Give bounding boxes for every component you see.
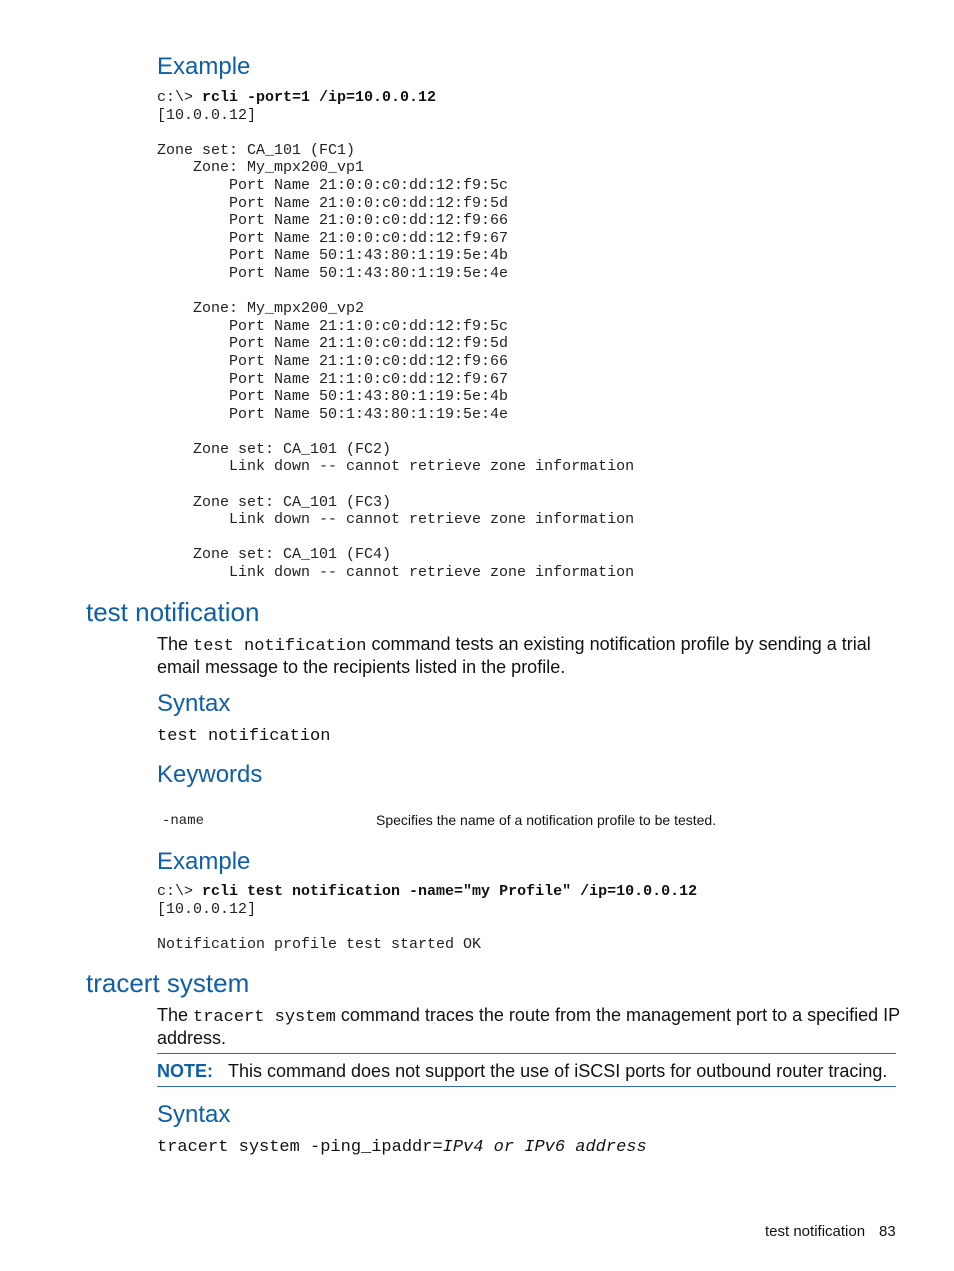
keyword-description: Specifies the name of a notification profile to be tested. [376,812,717,828]
syntax-command: tracert system -ping_ipaddr= [157,1138,443,1157]
example-code-block [157,89,634,582]
keywords-heading: Keywords [157,761,263,788]
syntax-code: test notification [157,727,331,746]
section-title-test-notification: test notification [86,597,260,627]
note-label: NOTE: [157,1061,213,1081]
footer-section-name: test notification [765,1223,866,1240]
code-command: rcli -port=1 /ip=10.0.0.12 [202,89,437,106]
desc-text: command traces the route from the management port to a specified IP address. [157,1005,900,1048]
desc-text: The [157,634,194,654]
example-heading: Example [157,848,251,875]
syntax-parameter: IPv4 or IPv6 address [442,1138,647,1157]
syntax-heading: Syntax [157,1101,231,1128]
note-box [157,1053,896,1087]
code-prompt: c:\> [157,89,203,106]
syntax-code [157,1138,647,1158]
code-prompt: c:\> [157,883,203,900]
note-text: This command does not support the use of iSCSI ports for outbound router tracing. [228,1061,888,1081]
code-output: [10.0.0.12] Notification profile test started OK [157,900,482,953]
syntax-heading: Syntax [157,690,231,717]
code-output: [10.0.0.12] Zone set: CA_101 (FC1) Zone: My_mpx200_vp1 Port Name 21:0:0:c0:dd:12:f9:5c Port Name 21:0:0:c0:dd:12:f9:5d Port Name 21:0:0:c0:dd:12:f9:66 Port Name 21:0:0:c0:dd:12:f9:67 Port Name 50:1:43:80:1:19:5e:4b Port Name 50:1:43:80:1:19:5e:4e Zone: My_mpx200_vp2 Port Name 21:1:0:c0:dd:12:f9:5c Port Name 21:1:0:c0:dd:12:f9:5d Port Name 21:1:0:c0:dd:12:f9:66 Port Name 21:1:0:c0:dd:12:f9:67 Port Name 50:1:43:80:1:19:5e:4b Port Name 50:1:43:80:1:19:5e:4e Zone set: CA_101 (FC2) Link down -- cannot retrieve zone information Zone set: CA_101 (FC3) Link down -- cannot retrieve zone information Zone set: CA_101 (FC4) Link down -- cannot retrieve zone information [157,106,635,582]
code-command: rcli test notification -name="my Profile" /ip=10.0.0.12 [202,883,698,900]
example-code-block [157,883,697,953]
section-description [157,634,902,678]
desc-text: command tests an existing notification profile by sending a trial email message to the recipients listed in the profile. [157,634,871,677]
page-number: 83 [879,1223,896,1240]
section-title-tracert-system: tracert system [86,968,250,998]
inline-command: test notification [193,637,367,656]
example-heading: Example [157,53,251,80]
inline-command: tracert system [193,1008,336,1027]
keyword-name: -name [162,813,205,829]
section-description [157,1005,902,1049]
desc-text: The [157,1005,194,1025]
